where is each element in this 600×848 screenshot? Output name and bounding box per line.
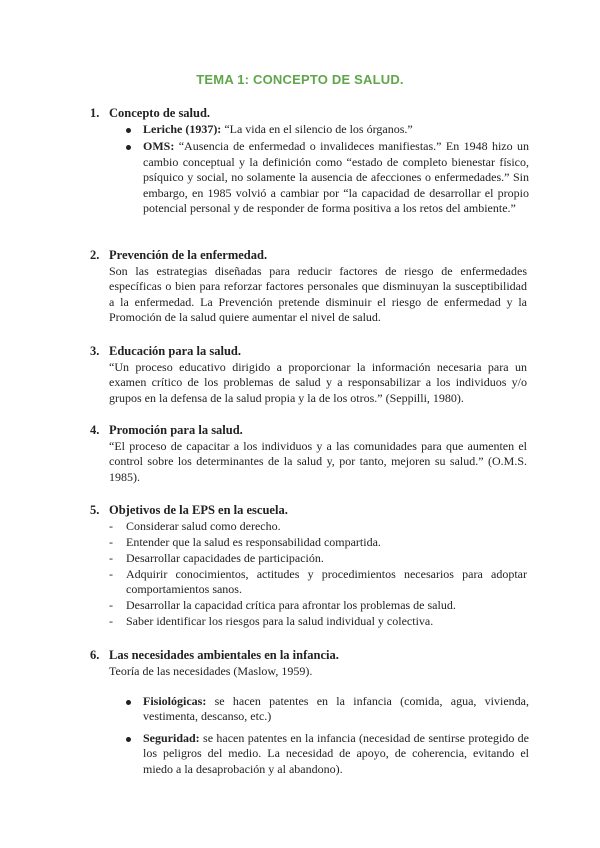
section-number: 2. <box>90 248 100 262</box>
list-item <box>109 519 527 534</box>
section-heading: Prevención de la enfermedad. <box>109 248 268 262</box>
bullet-text: “Ausencia de enfermedad o invalideces manifiestas.” En 1948 hizo un cambio conceptual y la definición como “estado de completo bienestar físico, psíquico y social, no solamente la ausencia de afecciones o enfermedades.” Sin embargo, en 1985 volvió a cambiar por “la capacidad de desarrollar el propio potencial personal y de responder de forma positiva a los retos del ambiente.” <box>143 139 529 216</box>
bullet-label: OMS: <box>143 139 175 154</box>
section-body: “El proceso de capacitar a los individuos y a las comunidades para que aumenten el control sobre los determinantes de la salud y, por tanto, mejoren su salud.” (O.M.S. 1985). <box>109 439 527 484</box>
dash-icon: - <box>109 614 113 629</box>
list-item-text: Entender que la salud es responsabilidad compartida. <box>126 535 381 549</box>
list-item <box>126 694 529 725</box>
section-number: 1. <box>90 106 100 120</box>
bullet-list <box>126 122 529 218</box>
list-item-text: Desarrollar la capacidad crítica para afrontar los problemas de salud. <box>126 598 456 613</box>
dash-icon: - <box>109 567 113 581</box>
bullet-list <box>126 694 529 779</box>
dash-icon: - <box>109 519 113 533</box>
list-item <box>109 598 527 613</box>
bullet-icon <box>126 700 131 705</box>
section-number: 4. <box>90 423 100 437</box>
page-title: TEMA 1: CONCEPTO DE SALUD. <box>196 72 404 87</box>
dash-icon: - <box>109 598 113 613</box>
list-item <box>109 551 527 566</box>
section-number: 3. <box>90 344 100 358</box>
list-item <box>109 567 527 598</box>
list-item-text: Adquirir conocimientos, actitudes y procedimientos necesarios para adoptar comportamientos sanos. <box>126 567 527 597</box>
bullet-label: Fisiológicas: <box>143 694 207 708</box>
bullet-icon <box>126 128 131 133</box>
list-item <box>109 535 527 550</box>
list-item <box>109 614 527 629</box>
dash-list <box>109 519 527 630</box>
section-heading: Concepto de salud. <box>109 106 211 120</box>
bullet-icon <box>126 145 131 150</box>
list-item-text: Considerar salud como derecho. <box>126 519 281 533</box>
bullet-label: Seguridad: <box>143 730 200 745</box>
section-body: Son las estrategias diseñadas para reducir factores de riesgo de enfermedades específicas o bien para reforzar factores personales que disminuyan la susceptibilidad a la enfermedad. La Prevención pretende disminuir el riesgo de enfermedad y la Promoción de la salud quiere aumentar el nivel de salud. <box>109 264 527 325</box>
section-heading: Promoción para la salud. <box>109 423 243 437</box>
section-heading: Educación para la salud. <box>109 344 241 358</box>
list-item-text: Saber identificar los riesgos para la salud individual y colectiva. <box>126 614 434 629</box>
dash-icon: - <box>109 535 113 549</box>
section-heading: Las necesidades ambientales en la infancia. <box>109 648 339 662</box>
bullet-text: se hacen patentes en la infancia (comida, agua, vivienda, vestimenta, descanso, etc.) <box>143 694 529 724</box>
section-number: 6. <box>90 648 100 662</box>
bullet-text: “La vida en el silencio de los órganos.” <box>221 122 413 136</box>
section-body: Teoría de las necesidades (Maslow, 1959). <box>109 664 313 678</box>
section-heading: Objetivos de la EPS en la escuela. <box>109 503 288 517</box>
list-item <box>126 731 529 777</box>
bullet-text: se hacen patentes en la infancia (necesidad de sentirse protegido de los peligros del medio. La necesidad de apoyo, de coherencia, evitando el miedo a la desaprobación y al abandono). <box>143 730 529 776</box>
bullet-icon <box>126 737 131 742</box>
bullet-label: Leriche (1937): <box>143 122 222 136</box>
section-number: 5. <box>90 503 100 517</box>
list-item <box>126 139 529 216</box>
dash-icon: - <box>109 551 113 565</box>
list-item-text: Desarrollar capacidades de participación. <box>126 551 324 565</box>
section-body: “Un proceso educativo dirigido a proporcionar la información necesaria para un examen crítico de los problemas de salud y a responsabilizar a los individuos y/o grupos en la defensa de la salud propia y la de los otros.” (Seppilli, 1980). <box>109 360 527 405</box>
list-item <box>126 122 529 137</box>
